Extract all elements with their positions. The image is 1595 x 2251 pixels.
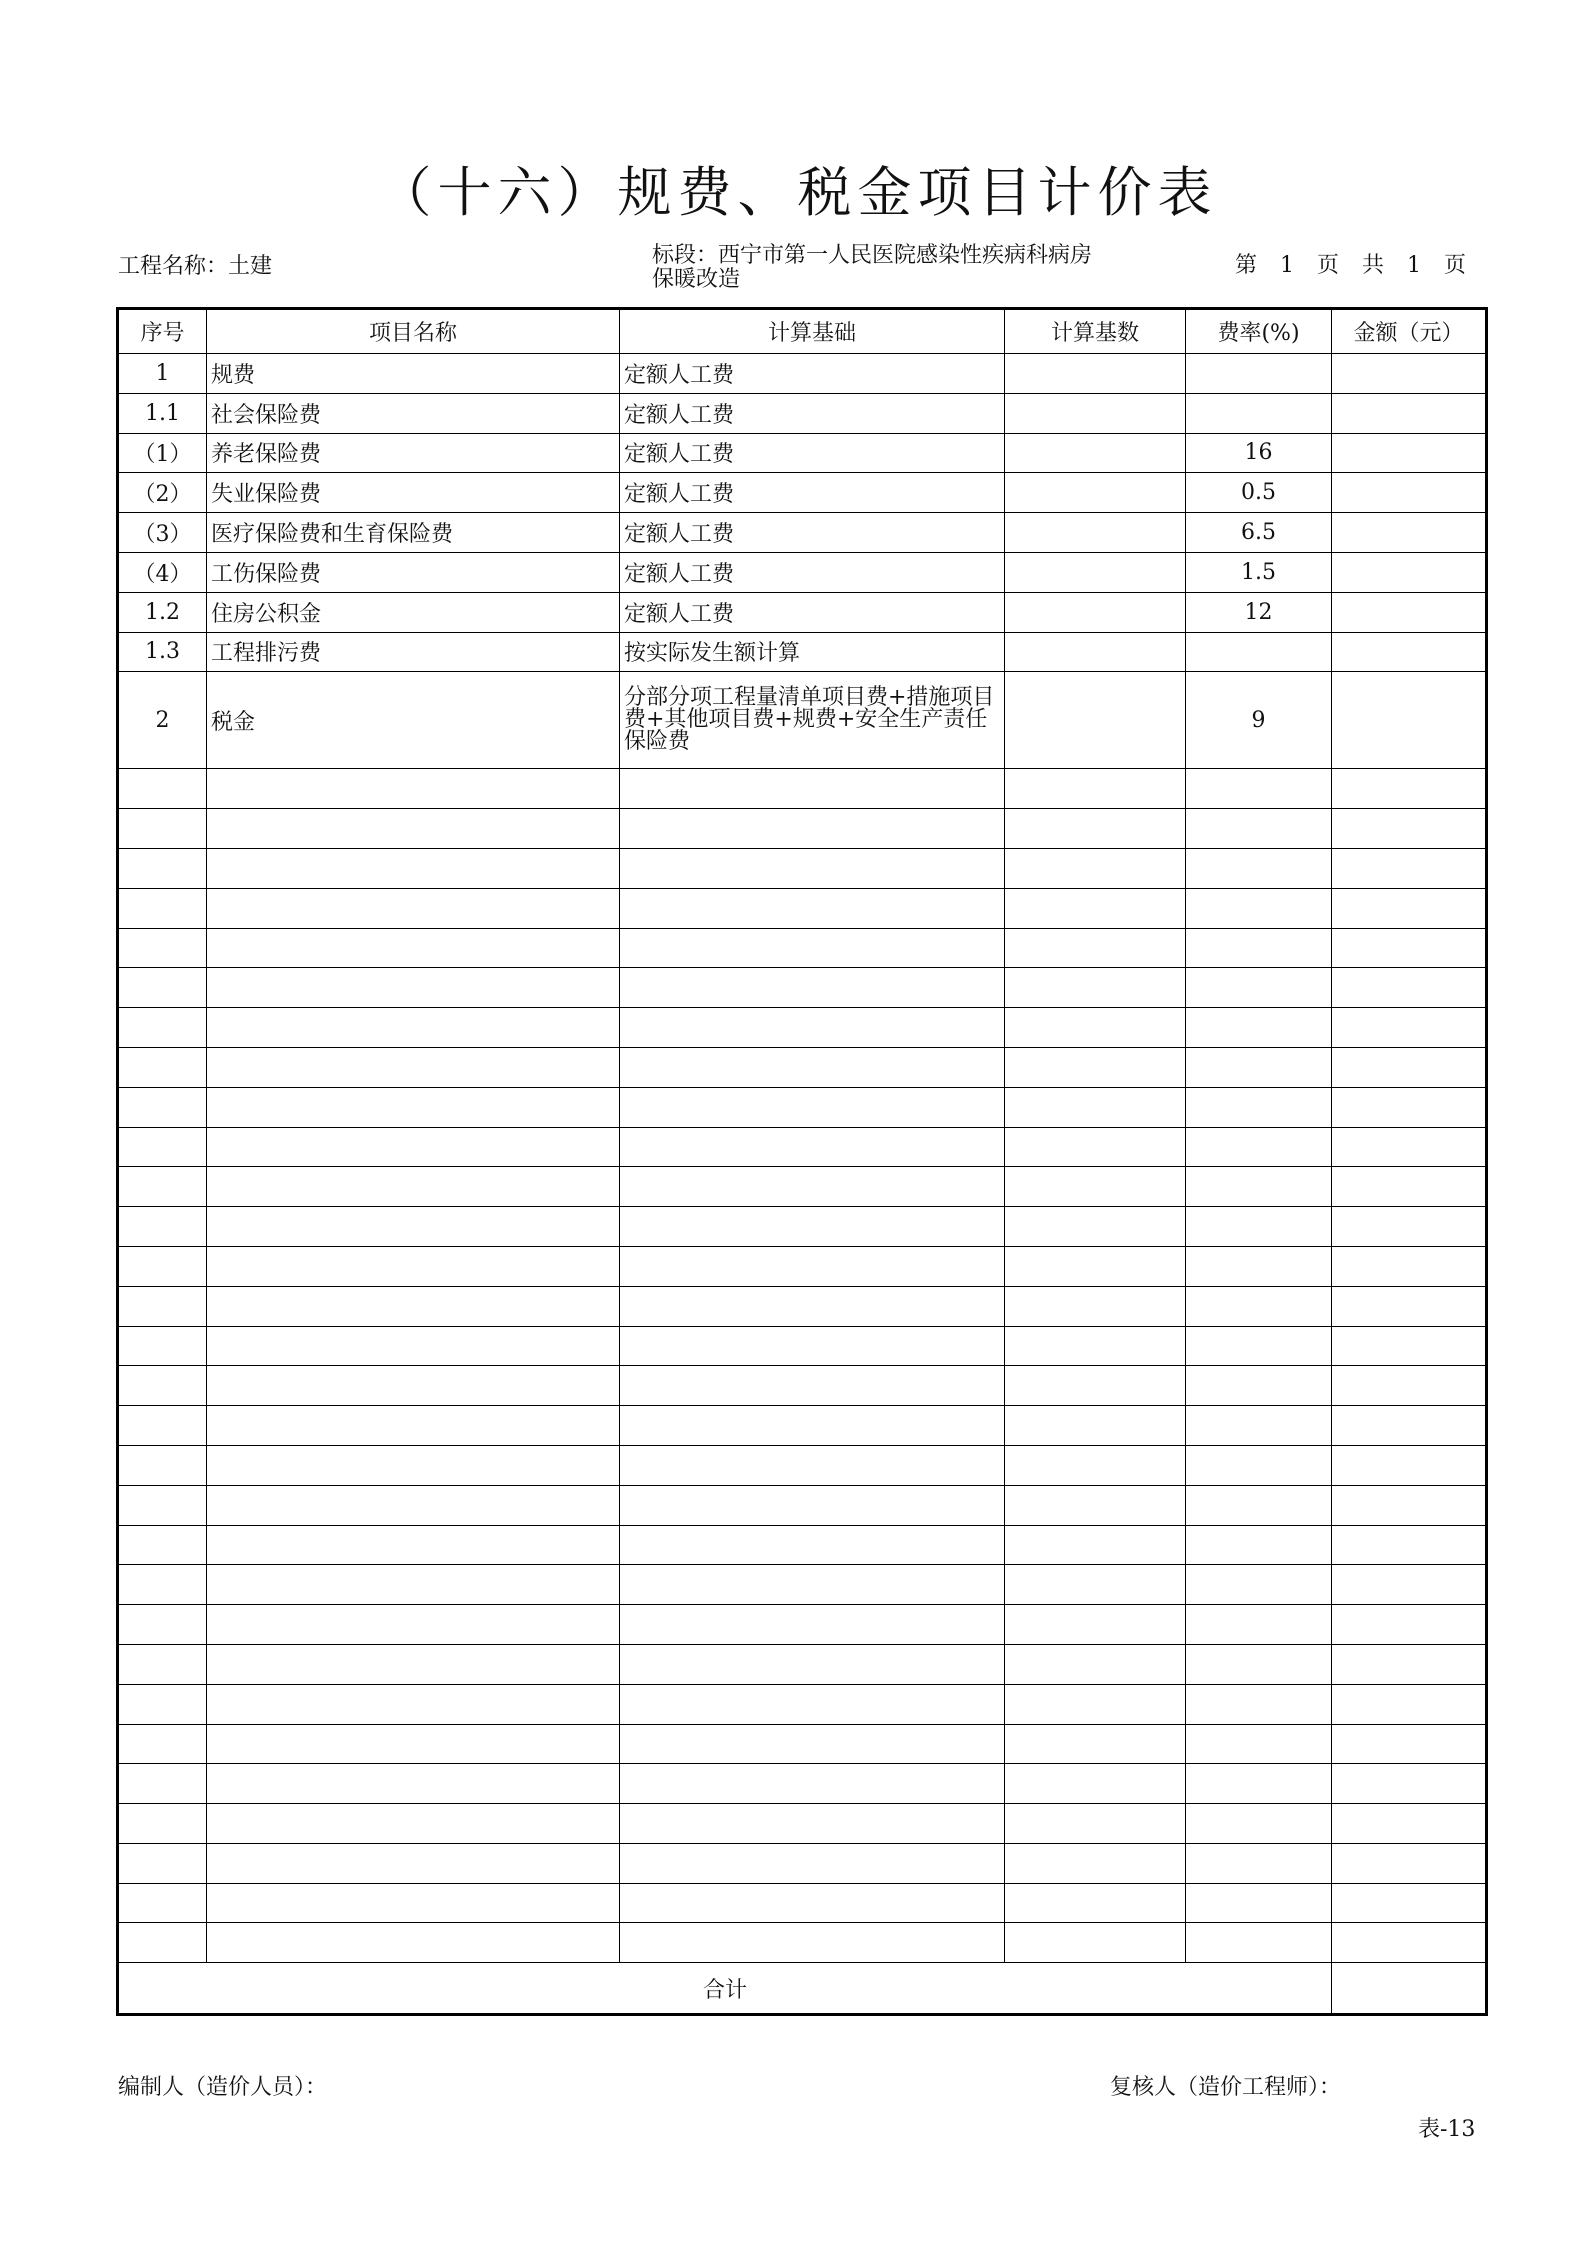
- row-base[interactable]: [1005, 433, 1186, 473]
- row-name: 税金: [207, 672, 620, 769]
- empty-row: [118, 1724, 1487, 1764]
- row-base[interactable]: [1005, 592, 1186, 632]
- col-header-rate: 费率(%): [1186, 309, 1332, 354]
- row-no: [118, 1286, 207, 1326]
- row-amount[interactable]: [1332, 1485, 1487, 1525]
- row-no: [118, 1246, 207, 1286]
- row-base[interactable]: [1005, 473, 1186, 513]
- row-no: [118, 888, 207, 928]
- row-base[interactable]: [1005, 1525, 1186, 1565]
- empty-row: [118, 888, 1487, 928]
- empty-row: [118, 1843, 1487, 1883]
- row-no: [118, 1485, 207, 1525]
- row-name: 工程排污费: [207, 632, 620, 672]
- row-no: [118, 928, 207, 968]
- row-base[interactable]: [1005, 1246, 1186, 1286]
- row-no: [118, 1644, 207, 1684]
- empty-row: [118, 928, 1487, 968]
- row-amount[interactable]: [1332, 1605, 1487, 1645]
- row-amount[interactable]: [1332, 1207, 1487, 1247]
- table-row: [118, 592, 1487, 632]
- row-amount[interactable]: [1332, 888, 1487, 928]
- row-rate[interactable]: [1186, 1923, 1332, 1963]
- row-rate[interactable]: 1.5: [1186, 552, 1332, 592]
- row-no: 1.3: [118, 632, 207, 672]
- row-name: [207, 888, 620, 928]
- row-name: 失业保险费: [207, 473, 620, 513]
- row-amount[interactable]: [1332, 1008, 1487, 1048]
- empty-row: [118, 1087, 1487, 1127]
- row-base[interactable]: [1005, 1843, 1186, 1883]
- row-rate[interactable]: [1186, 848, 1332, 888]
- row-amount[interactable]: [1332, 513, 1487, 553]
- row-base[interactable]: [1005, 1127, 1186, 1167]
- row-basis: 定额人工费: [620, 513, 1005, 553]
- row-base[interactable]: [1005, 1605, 1186, 1645]
- row-no: 2: [118, 672, 207, 769]
- row-base[interactable]: [1005, 1764, 1186, 1804]
- row-basis: [620, 1605, 1005, 1645]
- row-base[interactable]: [1005, 672, 1186, 769]
- row-amount[interactable]: [1332, 1047, 1487, 1087]
- empty-row: [118, 1764, 1487, 1804]
- row-name: [207, 1047, 620, 1087]
- row-amount[interactable]: [1332, 1923, 1487, 1963]
- row-name: [207, 1167, 620, 1207]
- row-name: [207, 1008, 620, 1048]
- row-no: [118, 1565, 207, 1605]
- row-basis: [620, 1167, 1005, 1207]
- row-basis: [620, 1644, 1005, 1684]
- col-header-no: 序号: [118, 309, 207, 354]
- row-no: [118, 769, 207, 809]
- empty-row: [118, 1167, 1487, 1207]
- row-rate[interactable]: [1186, 1485, 1332, 1525]
- row-basis: [620, 1207, 1005, 1247]
- row-no: [118, 1008, 207, 1048]
- col-header-name: 项目名称: [207, 309, 620, 354]
- row-name: [207, 928, 620, 968]
- row-name: [207, 1127, 620, 1167]
- row-name: [207, 1246, 620, 1286]
- row-rate[interactable]: [1186, 1883, 1332, 1923]
- empty-row: [118, 1207, 1487, 1247]
- row-name: [207, 1644, 620, 1684]
- row-base[interactable]: [1005, 1366, 1186, 1406]
- row-basis: 定额人工费: [620, 393, 1005, 433]
- row-amount[interactable]: [1332, 393, 1487, 433]
- empty-row: [118, 1485, 1487, 1525]
- row-amount[interactable]: [1332, 1406, 1487, 1446]
- table-row: [118, 393, 1487, 433]
- row-name: [207, 968, 620, 1008]
- empty-row: [118, 1047, 1487, 1087]
- row-name: 养老保险费: [207, 433, 620, 473]
- row-no: [118, 1525, 207, 1565]
- row-basis: [620, 888, 1005, 928]
- row-base[interactable]: [1005, 354, 1186, 394]
- empty-row: [118, 809, 1487, 849]
- row-base[interactable]: [1005, 1087, 1186, 1127]
- empty-row: [118, 1684, 1487, 1724]
- row-base[interactable]: [1005, 1406, 1186, 1446]
- row-amount[interactable]: [1332, 1565, 1487, 1605]
- row-amount[interactable]: [1332, 1167, 1487, 1207]
- row-rate[interactable]: 9: [1186, 672, 1332, 769]
- row-name: 医疗保险费和生育保险费: [207, 513, 620, 553]
- row-basis: [620, 1485, 1005, 1525]
- row-rate[interactable]: [1186, 1804, 1332, 1844]
- empty-row: [118, 1326, 1487, 1366]
- row-no: [118, 1843, 207, 1883]
- table-row: [118, 632, 1487, 672]
- row-rate[interactable]: 6.5: [1186, 513, 1332, 553]
- empty-row: [118, 968, 1487, 1008]
- row-no: [118, 1605, 207, 1645]
- row-basis: 定额人工费: [620, 552, 1005, 592]
- row-base[interactable]: [1005, 1485, 1186, 1525]
- row-name: [207, 1724, 620, 1764]
- row-amount[interactable]: [1332, 1326, 1487, 1366]
- row-amount[interactable]: [1332, 592, 1487, 632]
- row-amount[interactable]: [1332, 1087, 1487, 1127]
- row-no: [118, 1684, 207, 1724]
- row-name: [207, 1843, 620, 1883]
- row-basis: [620, 848, 1005, 888]
- table-header-row: [118, 309, 1487, 354]
- row-basis: [620, 1764, 1005, 1804]
- empty-row: [118, 1127, 1487, 1167]
- empty-row: [118, 1605, 1487, 1645]
- row-name: [207, 1207, 620, 1247]
- row-base[interactable]: [1005, 1724, 1186, 1764]
- row-no: [118, 848, 207, 888]
- row-amount[interactable]: [1332, 632, 1487, 672]
- row-rate[interactable]: [1186, 1406, 1332, 1446]
- row-basis: [620, 1883, 1005, 1923]
- row-basis: [620, 1923, 1005, 1963]
- row-base[interactable]: [1005, 393, 1186, 433]
- empty-row: [118, 1804, 1487, 1844]
- row-rate[interactable]: [1186, 1724, 1332, 1764]
- row-base[interactable]: [1005, 1286, 1186, 1326]
- row-base[interactable]: [1005, 888, 1186, 928]
- row-basis: [620, 1525, 1005, 1565]
- row-basis: [620, 1326, 1005, 1366]
- row-no: 1.1: [118, 393, 207, 433]
- row-basis: [620, 1246, 1005, 1286]
- col-header-base: 计算基数: [1005, 309, 1186, 354]
- row-base[interactable]: [1005, 848, 1186, 888]
- row-rate[interactable]: [1186, 1644, 1332, 1684]
- col-header-basis: 计算基础: [620, 309, 1005, 354]
- row-no: [118, 1445, 207, 1485]
- row-base[interactable]: [1005, 809, 1186, 849]
- row-rate[interactable]: [1186, 1525, 1332, 1565]
- row-rate[interactable]: [1186, 1127, 1332, 1167]
- row-no: [118, 1127, 207, 1167]
- row-base[interactable]: [1005, 1883, 1186, 1923]
- row-amount[interactable]: [1332, 1127, 1487, 1167]
- row-basis: 定额人工费: [620, 473, 1005, 513]
- table-row: [118, 354, 1487, 394]
- row-name: [207, 769, 620, 809]
- row-basis: 定额人工费: [620, 433, 1005, 473]
- row-name: [207, 1087, 620, 1127]
- row-rate[interactable]: 0.5: [1186, 473, 1332, 513]
- total-row: [118, 1963, 1487, 2015]
- row-rate[interactable]: [1186, 354, 1332, 394]
- row-base[interactable]: [1005, 769, 1186, 809]
- row-amount[interactable]: [1332, 1843, 1487, 1883]
- row-basis: [620, 1684, 1005, 1724]
- row-name: [207, 1883, 620, 1923]
- row-base[interactable]: [1005, 1047, 1186, 1087]
- row-name: [207, 1764, 620, 1804]
- row-base[interactable]: [1005, 1644, 1186, 1684]
- empty-row: [118, 1565, 1487, 1605]
- row-no: [118, 1167, 207, 1207]
- row-rate[interactable]: [1186, 1008, 1332, 1048]
- row-amount[interactable]: [1332, 1724, 1487, 1764]
- row-basis: [620, 1087, 1005, 1127]
- row-basis: 按实际发生额计算: [620, 632, 1005, 672]
- row-basis: [620, 968, 1005, 1008]
- row-base[interactable]: [1005, 928, 1186, 968]
- row-rate[interactable]: [1186, 1326, 1332, 1366]
- row-base[interactable]: [1005, 1565, 1186, 1605]
- row-amount[interactable]: [1332, 769, 1487, 809]
- empty-row: [118, 1445, 1487, 1485]
- row-name: [207, 1326, 620, 1366]
- row-no: [118, 1724, 207, 1764]
- row-rate[interactable]: [1186, 1167, 1332, 1207]
- empty-row: [118, 848, 1487, 888]
- reviewer-signature: 复核人（造价工程师）：: [1110, 2075, 1342, 2100]
- project-name: 工程名称：土建: [118, 254, 273, 279]
- empty-row: [118, 1008, 1487, 1048]
- row-rate[interactable]: 16: [1186, 433, 1332, 473]
- page-info: 第 1 页 共 1 页: [1235, 253, 1467, 278]
- row-rate[interactable]: [1186, 393, 1332, 433]
- row-no: （1）: [118, 433, 207, 473]
- row-no: [118, 1764, 207, 1804]
- row-base[interactable]: [1005, 1445, 1186, 1485]
- row-rate[interactable]: [1186, 769, 1332, 809]
- table-row: [118, 552, 1487, 592]
- row-basis: [620, 1366, 1005, 1406]
- row-amount[interactable]: [1332, 968, 1487, 1008]
- row-rate[interactable]: [1186, 1087, 1332, 1127]
- row-name: [207, 1923, 620, 1963]
- fee-tax-table: [116, 307, 1488, 2016]
- row-rate[interactable]: [1186, 1565, 1332, 1605]
- row-base[interactable]: [1005, 968, 1186, 1008]
- empty-row: [118, 1923, 1487, 1963]
- empty-row: [118, 1644, 1487, 1684]
- row-name: [207, 1565, 620, 1605]
- row-amount[interactable]: [1332, 1644, 1487, 1684]
- row-name: 住房公积金: [207, 592, 620, 632]
- row-amount[interactable]: [1332, 473, 1487, 513]
- table-row: [118, 473, 1487, 513]
- row-rate[interactable]: 12: [1186, 592, 1332, 632]
- row-base[interactable]: [1005, 1326, 1186, 1366]
- row-name: [207, 809, 620, 849]
- row-amount[interactable]: [1332, 1246, 1487, 1286]
- row-no: [118, 1087, 207, 1127]
- row-no: （3）: [118, 513, 207, 553]
- row-no: [118, 1326, 207, 1366]
- empty-row: [118, 1366, 1487, 1406]
- empty-row: [118, 1246, 1487, 1286]
- row-no: [118, 809, 207, 849]
- row-name: [207, 1684, 620, 1724]
- row-name: 工伤保险费: [207, 552, 620, 592]
- row-rate[interactable]: [1186, 632, 1332, 672]
- row-amount[interactable]: [1332, 809, 1487, 849]
- row-base[interactable]: [1005, 1167, 1186, 1207]
- row-amount[interactable]: [1332, 672, 1487, 769]
- row-basis: [620, 769, 1005, 809]
- col-header-amount: 金额（元）: [1332, 309, 1487, 354]
- row-basis: [620, 1565, 1005, 1605]
- row-no: 1.2: [118, 592, 207, 632]
- row-rate[interactable]: [1186, 1605, 1332, 1645]
- table-row: [118, 513, 1487, 553]
- row-basis: [620, 1127, 1005, 1167]
- row-basis: [620, 1724, 1005, 1764]
- row-no: [118, 1366, 207, 1406]
- row-no: [118, 1406, 207, 1446]
- row-rate[interactable]: [1186, 1047, 1332, 1087]
- empty-row: [118, 1286, 1487, 1326]
- row-no: [118, 1207, 207, 1247]
- row-no: [118, 1883, 207, 1923]
- row-rate[interactable]: [1186, 1246, 1332, 1286]
- row-name: [207, 1406, 620, 1446]
- row-rate[interactable]: [1186, 1445, 1332, 1485]
- row-amount[interactable]: [1332, 1764, 1487, 1804]
- total-amount[interactable]: [1332, 1963, 1487, 2015]
- empty-row: [118, 1406, 1487, 1446]
- row-basis: [620, 1804, 1005, 1844]
- row-basis: 定额人工费: [620, 354, 1005, 394]
- table-row: [118, 672, 1487, 769]
- row-rate[interactable]: [1186, 1684, 1332, 1724]
- row-basis: [620, 1008, 1005, 1048]
- table-row: [118, 433, 1487, 473]
- row-rate[interactable]: [1186, 1366, 1332, 1406]
- row-amount[interactable]: [1332, 433, 1487, 473]
- row-name: [207, 1485, 620, 1525]
- row-amount[interactable]: [1332, 354, 1487, 394]
- row-base[interactable]: [1005, 513, 1186, 553]
- empty-row: [118, 1883, 1487, 1923]
- row-base[interactable]: [1005, 1207, 1186, 1247]
- row-base[interactable]: [1005, 1923, 1186, 1963]
- row-no: [118, 1923, 207, 1963]
- row-basis: [620, 1406, 1005, 1446]
- row-basis: [620, 1445, 1005, 1485]
- row-rate[interactable]: [1186, 968, 1332, 1008]
- row-no: （2）: [118, 473, 207, 513]
- row-base[interactable]: [1005, 1804, 1186, 1844]
- page-title: （十六）规费、税金项目计价表: [377, 161, 1218, 224]
- total-label: 合计: [118, 1963, 1332, 2015]
- row-basis: [620, 1843, 1005, 1883]
- row-basis: 定额人工费: [620, 592, 1005, 632]
- row-rate[interactable]: [1186, 1207, 1332, 1247]
- row-amount[interactable]: [1332, 1286, 1487, 1326]
- row-no: 1: [118, 354, 207, 394]
- row-no: （4）: [118, 552, 207, 592]
- row-rate[interactable]: [1186, 1843, 1332, 1883]
- row-base[interactable]: [1005, 632, 1186, 672]
- row-basis: [620, 1286, 1005, 1326]
- row-rate[interactable]: [1186, 928, 1332, 968]
- row-amount[interactable]: [1332, 1366, 1487, 1406]
- row-no: [118, 968, 207, 1008]
- section-name: 标段：西宁市第一人民医院感染性疾病科病房保暖改造: [652, 243, 1093, 292]
- row-basis: [620, 1047, 1005, 1087]
- row-name: [207, 848, 620, 888]
- row-name: 规费: [207, 354, 620, 394]
- row-no: [118, 1804, 207, 1844]
- row-rate[interactable]: [1186, 809, 1332, 849]
- row-name: [207, 1445, 620, 1485]
- row-rate[interactable]: [1186, 888, 1332, 928]
- compiler-signature: 编制人（造价人员）：: [118, 2075, 328, 2100]
- row-name: [207, 1286, 620, 1326]
- row-amount[interactable]: [1332, 928, 1487, 968]
- row-name: [207, 1525, 620, 1565]
- row-basis: 分部分项工程量清单项目费+措施项目费+其他项目费+规费+安全生产责任保险费: [620, 672, 1005, 769]
- row-base[interactable]: [1005, 1684, 1186, 1724]
- row-name: [207, 1804, 620, 1844]
- row-name: [207, 1605, 620, 1645]
- row-rate[interactable]: [1186, 1286, 1332, 1326]
- row-basis: [620, 809, 1005, 849]
- row-amount[interactable]: [1332, 1525, 1487, 1565]
- empty-row: [118, 769, 1487, 809]
- row-amount[interactable]: [1332, 1445, 1487, 1485]
- row-rate[interactable]: [1186, 1764, 1332, 1804]
- row-basis: [620, 928, 1005, 968]
- row-amount[interactable]: [1332, 1804, 1487, 1844]
- empty-row: [118, 1525, 1487, 1565]
- row-no: [118, 1047, 207, 1087]
- row-name: 社会保险费: [207, 393, 620, 433]
- row-base[interactable]: [1005, 552, 1186, 592]
- form-number: 表-13: [1418, 2117, 1476, 2142]
- row-amount[interactable]: [1332, 848, 1487, 888]
- row-amount[interactable]: [1332, 552, 1487, 592]
- row-name: [207, 1366, 620, 1406]
- row-amount[interactable]: [1332, 1684, 1487, 1724]
- row-base[interactable]: [1005, 1008, 1186, 1048]
- row-amount[interactable]: [1332, 1883, 1487, 1923]
